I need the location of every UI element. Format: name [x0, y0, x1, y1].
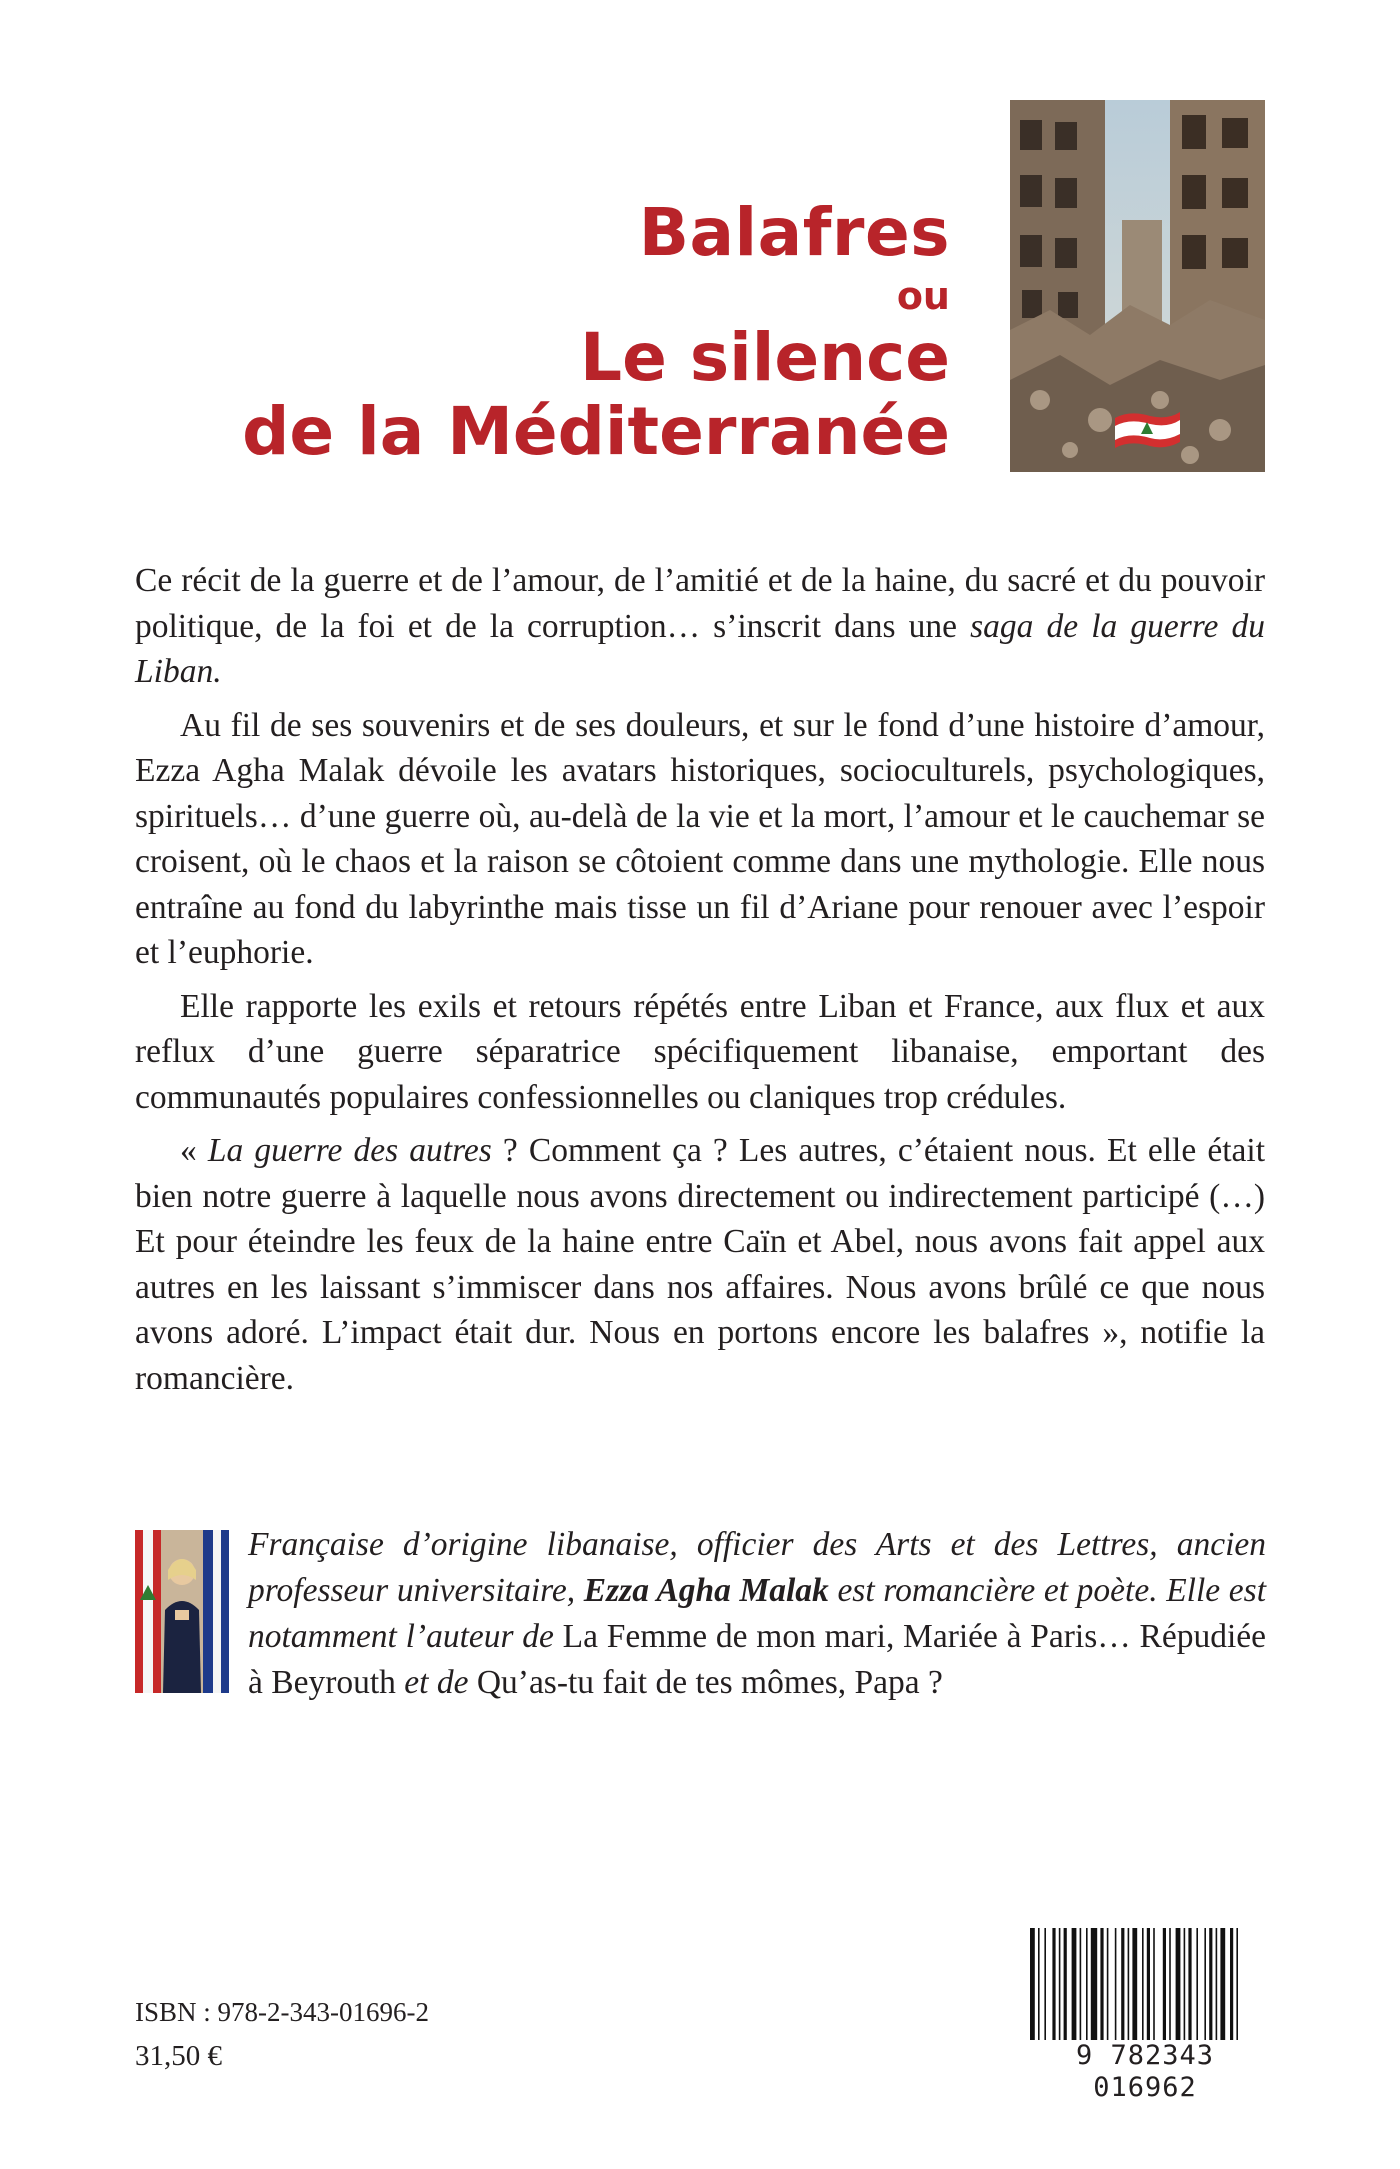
back-cover-summary	[135, 558, 1265, 1401]
quote-open: «	[180, 1132, 208, 1169]
book-title-block	[242, 195, 950, 469]
book-subtitle-line-2: de la Méditerranée	[242, 393, 950, 470]
author-bio	[248, 1522, 1266, 1706]
book-title-reference: La Femme de mon mari, Mariée à Paris… Répudiée à Beyrouth	[248, 1618, 1266, 1701]
book-subtitle-line-1: Le silence	[580, 319, 950, 396]
quote-italic-text: La guerre des autres	[207, 1132, 492, 1169]
summary-paragraph-1	[135, 558, 1265, 695]
title-connector: ou	[896, 274, 950, 318]
war-ruins-photo	[1010, 100, 1265, 472]
quote-text: ? Comment ça ? Les autres, c’étaient nous. Et elle était bien notre guerre à laquelle nous avons directement ou indirectement participé (…) Et pour éteindre les feux de la haine entre Caïn et Abel, nous avons fait appel aux autres en les laissant s’immiscer dans nos affaires. Nous avons brûlé ce que nous avons adoré. L’impact était dur. Nous en portons encore les balafres », notifie la romancière.	[135, 1132, 1265, 1397]
bio-text: Française d’origine libanaise, officier des Arts et des Lettres, ancien professeur universitaire,	[248, 1526, 1266, 1609]
barcode-digits: 9 782343 016962	[1020, 2040, 1270, 2104]
lebanese-flag-icon	[1115, 412, 1180, 448]
price: 31,50 €	[135, 2040, 222, 2072]
summary-paragraph-3: Elle rapporte les exils et retours répétés entre Liban et France, aux flux et aux reflux d’une guerre séparatrice spécifiquement libanaise, emportant des communautés populaires confessionnelles ou claniques trop crédules.	[135, 987, 1265, 1116]
summary-paragraph-4	[135, 1128, 1265, 1401]
summary-paragraph-2: Au fil de ses souvenirs et de ses douleurs, et sur le fond d’une histoire d’amour, Ezza Agha Malak dévoile les avatars historiques, socioculturels, psychologiques, spirituels… d’une guerre où, au-delà de la vie et la mort, l’amour et le cauchemar se croisent, où le chaos et la raison se côtoient comme dans une mythologie. Elle nous entraîne au fond du labyrinthe mais tisse un fil d’Ariane pour renouer avec l’espoir et l’euphorie.	[135, 706, 1265, 971]
summary-italic-text: saga de la guerre du Liban.	[135, 607, 1265, 690]
book-title-reference: Qu’as-tu fait de tes mômes, Papa ?	[476, 1664, 943, 1701]
author-name: Ezza Agha Malak	[583, 1572, 829, 1609]
bio-text: et de	[395, 1664, 477, 1701]
bio-text: est romancière et poète. Elle est notamment l’auteur de	[248, 1572, 1267, 1655]
author-photo	[135, 1530, 229, 1693]
summary-text: Ce récit de la guerre et de l’amour, de l’amitié et de la haine, du sacré et du pouvoir politique, de la foi et de la corruption… s’inscrit dans une	[135, 562, 1265, 645]
isbn: ISBN : 978-2-343-01696-2	[135, 1997, 429, 2027]
book-title: Balafres	[638, 194, 950, 271]
